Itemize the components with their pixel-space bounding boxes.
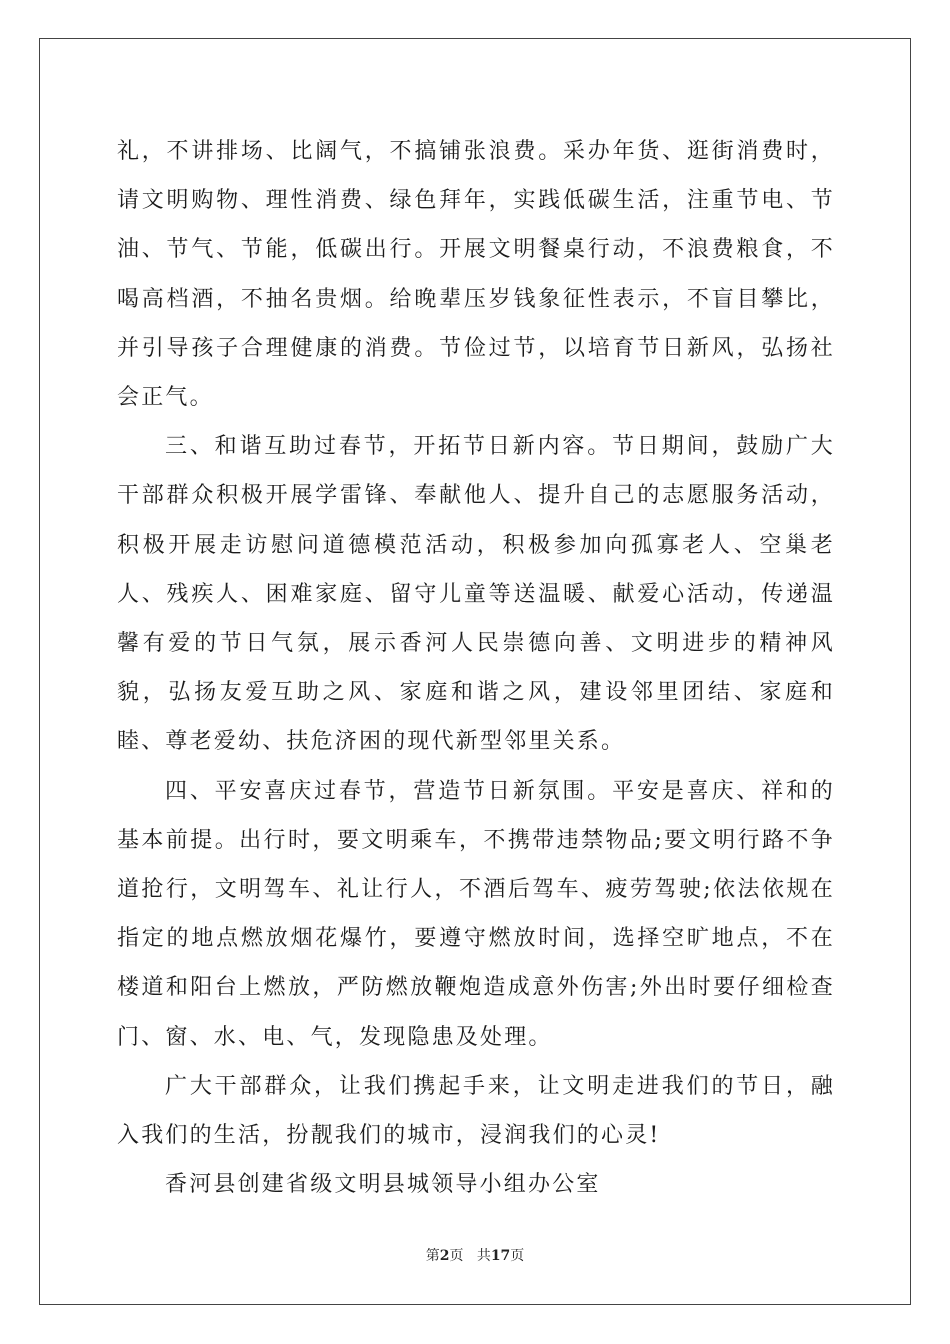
document-body xyxy=(117,127,835,1209)
footer-separator xyxy=(463,1248,476,1264)
page-prefix: 第 xyxy=(425,1248,440,1264)
signature-office: 香河县创建省级文明县城领导小组办公室 xyxy=(165,1172,601,1198)
page-footer xyxy=(0,1247,950,1265)
total-pages: 17 xyxy=(490,1248,511,1264)
paragraph-closing: 广大干部群众，让我们携起手来，让文明走进我们的节日，融入我们的生活，扮靓我们的城市，浸润我们的心灵! xyxy=(117,1073,835,1149)
paragraph-section-four: 四、平安喜庆过春节，营造节日新氛围。平安是喜庆、祥和的基本前提。出行时，要文明乘车，不携带违禁物品;要文明行路不争道抢行，文明驾车、礼让行人，不酒后驾车、疲劳驾驶;依法依规在指定的地点燃放烟花爆竹，要遵守燃放时间，选择空旷地点，不在楼道和阳台上燃放，严防燃放鞭炮造成意外伤害;外出时要仔细检查门、窗、水、电、气，发现隐患及处理。 xyxy=(117,778,835,1050)
total-suffix: 页 xyxy=(510,1248,525,1264)
total-prefix: 共 xyxy=(476,1248,491,1264)
paragraph-section-three: 三、和谐互助过春节，开拓节日新内容。节日期间，鼓励广大干部群众积极开展学雷锋、奉献他人、提升自己的志愿服务活动，积极开展走访慰问道德模范活动，积极参加向孤寡老人、空巢老人、残疾人、困难家庭、留守儿童等送温暖、献爱心活动，传递温馨有爱的节日气氛，展示香河人民崇德向善、文明进步的精神风貌，弘扬友爱互助之风、家庭和谐之风，建设邻里团结、家庭和睦、尊老爱幼、扶危济困的现代新型邻里关系。 xyxy=(117,434,835,755)
page-suffix: 页 xyxy=(449,1248,464,1264)
paragraph-continuation: 礼，不讲排场、比阔气，不搞铺张浪费。采办年货、逛街消费时，请文明购物、理性消费、绿色拜年，实践低碳生活，注重节电、节油、节气、节能，低碳出行。开展文明餐桌行动，不浪费粮食，不喝高档酒，不抽名贵烟。给晚辈压岁钱象征性表示，不盲目攀比，并引导孩子合理健康的消费。节俭过节，以培育节日新风，弘扬社会正气。 xyxy=(117,139,835,411)
page-number: 2 xyxy=(439,1248,450,1264)
